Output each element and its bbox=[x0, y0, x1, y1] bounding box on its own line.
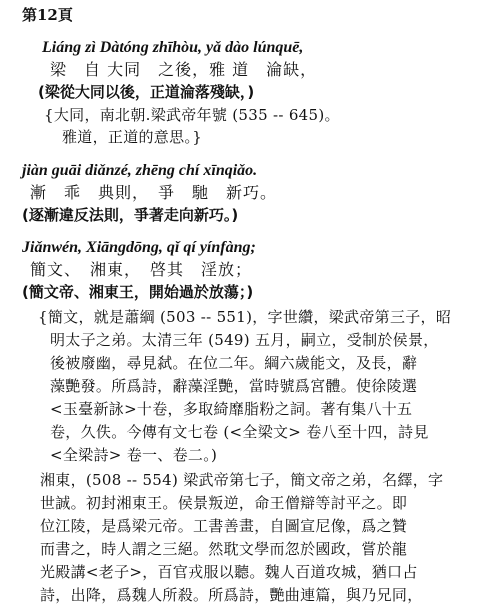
chinese-line: 梁 自 大同 之後，雅 道 淪缺， bbox=[50, 60, 318, 79]
pinyin-line: Jiǎnwén, Xiāngdōng, qǐ qí yínfàng; bbox=[22, 239, 256, 256]
page-number: 第12頁 bbox=[22, 6, 73, 24]
translation-line: (梁從大同以後，正道淪落殘缺，) bbox=[38, 83, 255, 101]
note-line: {簡文，就是蕭綱 (503 -- 551)，字世纘，梁武帝第三子，昭 bbox=[38, 308, 452, 326]
translation-line: (簡文帝、湘東王，開始過於放蕩；) bbox=[22, 283, 254, 301]
note-line: 後被廢幽，尋見弑。在位二年。綱六歲能文，及長，辭 bbox=[50, 354, 418, 372]
note-line: <玉臺新詠>十卷，多取綺靡脂粉之詞。著有集八十五 bbox=[50, 400, 413, 418]
note-line: 世誠。初封湘東王。侯景叛逆，命王僧辯等討平之。即 bbox=[40, 494, 408, 512]
note-line: 湘東，(508 -- 554) 梁武帝第七子，簡文帝之弟，名繹，字 bbox=[40, 471, 444, 489]
note-line: 雅道，正道的意思。} bbox=[62, 128, 203, 146]
pinyin-line: Liáng zì Dàtóng zhīhòu, yǎ dào lúnquē, bbox=[42, 39, 304, 56]
note-line: 位江陵，是爲梁元帝。工書善畫，自圖宣尼像，爲之贊 bbox=[40, 517, 408, 535]
note-line: 光殿講<老子>，百官戎服以聽。魏人百道攻城，猶口占 bbox=[40, 563, 418, 581]
note-line: 明太子之弟。太清三年 (549) 五月，嗣立，受制於侯景， bbox=[50, 331, 439, 349]
note-line: {大同，南北朝.梁武帝年號 (535 -- 645)。 bbox=[44, 106, 340, 124]
chinese-line: 簡文、 湘東， 啓其 淫放； bbox=[30, 260, 253, 279]
note-line: 藻艷發。所爲詩，辭藻淫艷，當時號爲宮體。使徐陵選 bbox=[50, 377, 418, 395]
note-line: 詩，出降，爲魏人所殺。所爲詩，艷曲連篇，與乃兄同， bbox=[40, 586, 423, 604]
note-line: 而書之，時人謂之三絕。然耽文學而忽於國政，嘗於龍 bbox=[40, 540, 408, 558]
translation-line: (逐漸違反法則，爭著走向新巧。) bbox=[22, 206, 239, 224]
pinyin-line: jiàn guāi diǎnzé, zhēng chí xīnqiǎo. bbox=[22, 162, 258, 179]
note-line: 卷，久佚。今傳有文七卷 (<全梁文> 卷八至十四，詩見 bbox=[50, 423, 429, 441]
note-line: <全梁詩> 卷一、卷二。) bbox=[50, 446, 218, 464]
chinese-line: 漸 乖 典則， 爭 馳 新巧。 bbox=[30, 183, 278, 202]
